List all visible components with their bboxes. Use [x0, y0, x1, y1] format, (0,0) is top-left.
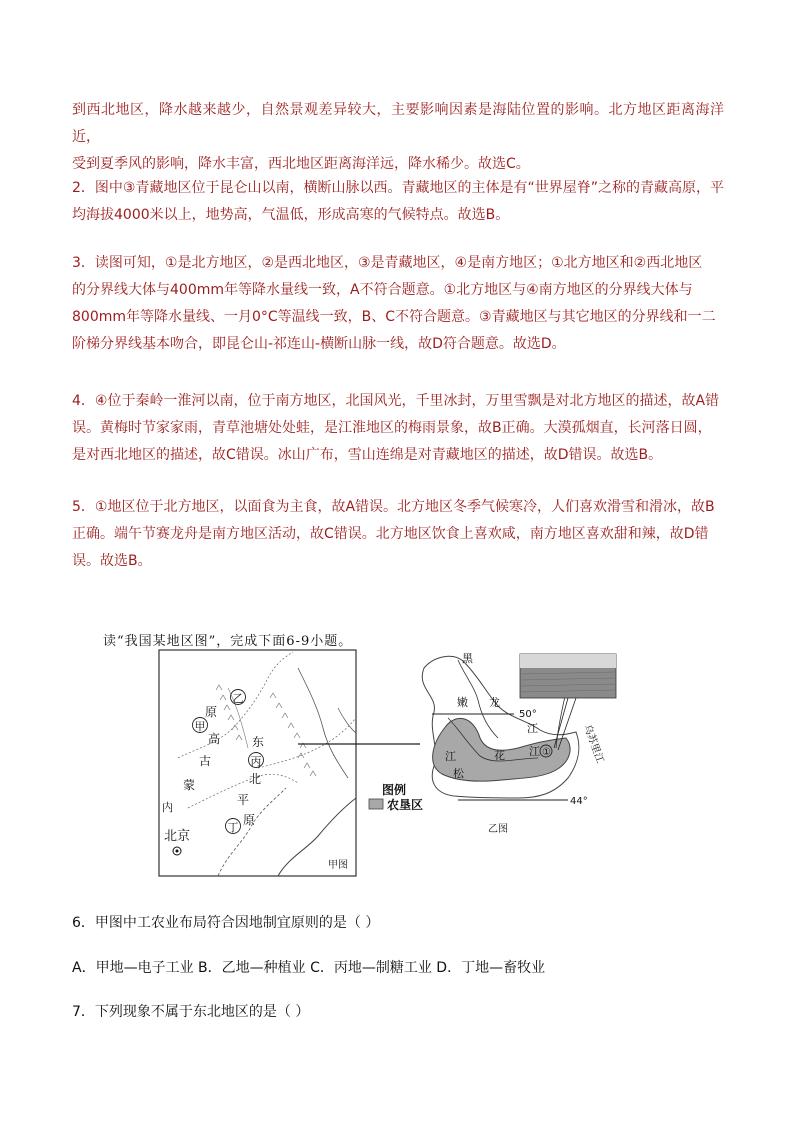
map-label: 乙: [232, 692, 244, 705]
map-label: 原: [205, 705, 218, 719]
map-label: 古: [199, 754, 212, 768]
answer-line: 到西北地区，降水越来越少，自然景观差异较大，主要影响因素是海陆位置的影响。北方地区距离海洋近，: [72, 102, 724, 145]
map-label: ①: [542, 747, 551, 758]
map-label: 44°: [570, 796, 588, 807]
answer-line: 正确。端午节赛龙舟是南方地区活动，故C错误。北方地区饮食上喜欢咸，南方地区喜欢甜和辣，故D错: [72, 526, 709, 542]
answer-line: 5．①地区位于北方地区，以面食为主食，故A错误。北方地区冬季气候寒冷，人们喜欢滑雪和滑冰，故B: [72, 499, 715, 515]
answer-line: 误。黄梅时节家家雨，青草池塘处处蛙，是江淮地区的梅雨景象，故B正确。大漠孤烟直，长河落日圆，: [72, 420, 712, 436]
map-label: 东: [252, 735, 265, 749]
reading-prompt: 读“我国某地区图”，完成下面6-9小题。: [103, 634, 353, 649]
legend-title: 图例: [382, 783, 407, 797]
map-label: 黑: [462, 652, 473, 665]
answer-line: 均海拔4000米以上，地势高，气温低，形成高寒的气候特点。故选B。: [72, 207, 510, 223]
answer-4: [72, 388, 724, 469]
map-label: 蒙: [183, 778, 196, 792]
map-label: 江: [445, 750, 456, 763]
map-label: 50°: [519, 709, 537, 720]
map-label: 江: [527, 722, 538, 735]
answer-line: 的分界线大体与400mm年等降水量线一致，A不符合题意。①北方地区与④南方地区的分界线大体与: [72, 282, 693, 298]
map-label: 松: [453, 767, 464, 780]
answer-line: 2．图中③青藏地区位于昆仑山以南，横断山脉以西。青藏地区的主体是有“世界屋脊”之称的青藏高原，平: [72, 180, 724, 196]
legend-swatch: [369, 799, 383, 809]
map-label: 丙: [250, 755, 262, 768]
answer-3: [72, 250, 724, 358]
answer-2: [72, 175, 724, 229]
map-label: 嫩: [457, 696, 468, 709]
answer-line: 误。故选B。: [72, 553, 152, 569]
map-jia: [159, 650, 420, 876]
map-label: 花: [494, 749, 505, 762]
map-label: 原: [243, 813, 256, 827]
map-label: 龙: [489, 696, 500, 709]
answer-line: 阶梯分界线基本吻合，即昆仑山-祁连山-横断山脉一线，故D符合题意。故选D。: [72, 336, 566, 352]
answer-line: 受到夏季风的影响，降水丰富，西北地区距离海洋远，降水稀少。故选C。: [72, 156, 530, 172]
legend-item: 农垦区: [387, 798, 424, 812]
map-figure: [158, 648, 633, 880]
question-6-options: A．甲地—电子工业 B．乙地—种植业 C．丙地—制糖工业 D．丁地—畜牧业: [72, 960, 546, 976]
map-caption: 乙图: [488, 824, 508, 835]
answer-5: [72, 494, 724, 575]
question-6: 6．甲图中工农业布局符合因地制宜原则的是（ ）: [72, 915, 380, 931]
map-label: 丁: [227, 821, 239, 834]
map-label: 甲: [194, 720, 206, 733]
map-caption: 甲图: [328, 860, 348, 871]
map-label: 高: [208, 732, 221, 746]
answer-line: 4．④位于秦岭一淮河以南，位于南方地区，北国风光，千里冰封，万里雪飘是对北方地区的描述，故A错: [72, 393, 720, 409]
map-label: 乌苏里江: [581, 723, 606, 765]
answer-1-continued: [72, 97, 724, 178]
answer-line: 是对西北地区的描述，故C错误。冰山广布，雪山连绵是对青藏地区的描述，故D错误。故选B。: [72, 447, 663, 463]
map-label: 内: [162, 801, 173, 814]
map-label: 平: [237, 793, 250, 807]
answer-line: 800mm年等降水量线、一月0°C等温线一致，B、C不符合题意。③青藏地区与其它地区的分界线和一二: [72, 309, 716, 325]
map-label: 北京: [164, 829, 191, 844]
question-7: 7．下列现象不属于东北地区的是（ ）: [72, 1004, 310, 1020]
answer-line: 3．读图可知，①是北方地区，②是西北地区，③是青藏地区，④是南方地区；①北方地区和②西北地区: [72, 255, 703, 271]
map-label: 北: [249, 772, 262, 786]
map-label: 江: [529, 745, 540, 758]
